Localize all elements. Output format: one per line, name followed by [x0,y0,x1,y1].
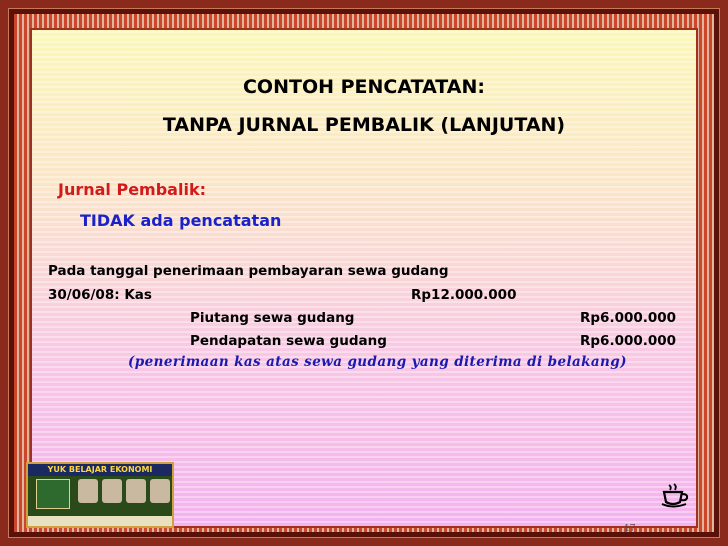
entry-intro: Pada tanggal penerimaan pembayaran sewa gudang [48,263,449,279]
logo-portrait-4 [150,479,170,503]
entry-credit-account-1: Piutang sewa gudang [190,310,355,326]
page-number: 17 [624,524,636,534]
slide-canvas [30,28,698,534]
coffee-cup-icon [660,482,690,508]
jurnal-pembalik-heading: Jurnal Pembalik: [58,180,206,199]
blog-logo-image [26,462,174,528]
logo-chalkboard [36,479,70,509]
entry-credit-amount-2: Rp6.000.000 [580,333,677,349]
slide-title-line-1: CONTOH PENCATATAN: [242,76,485,98]
logo-portrait-2 [102,479,122,503]
logo-banner: YUK BELAJAR EKONOMI [28,464,172,476]
logo-url-strip [28,516,172,526]
logo-portrait-1 [78,479,98,503]
slide-title-line-2: TANPA JURNAL PEMBALIK (LANJUTAN) [162,114,566,136]
entry-debit-amount: Rp12.000.000 [411,287,517,303]
jurnal-pembalik-note: TIDAK ada pencatatan [80,211,282,230]
logo-portrait-3 [126,479,146,503]
entry-explanation: (penerimaan kas atas sewa gudang yang diterima di belakang) [128,354,627,370]
entry-credit-amount-1: Rp6.000.000 [580,310,677,326]
entry-credit-account-2: Pendapatan sewa gudang [190,333,387,349]
entry-debit-account: 30/06/08: Kas [48,287,152,303]
